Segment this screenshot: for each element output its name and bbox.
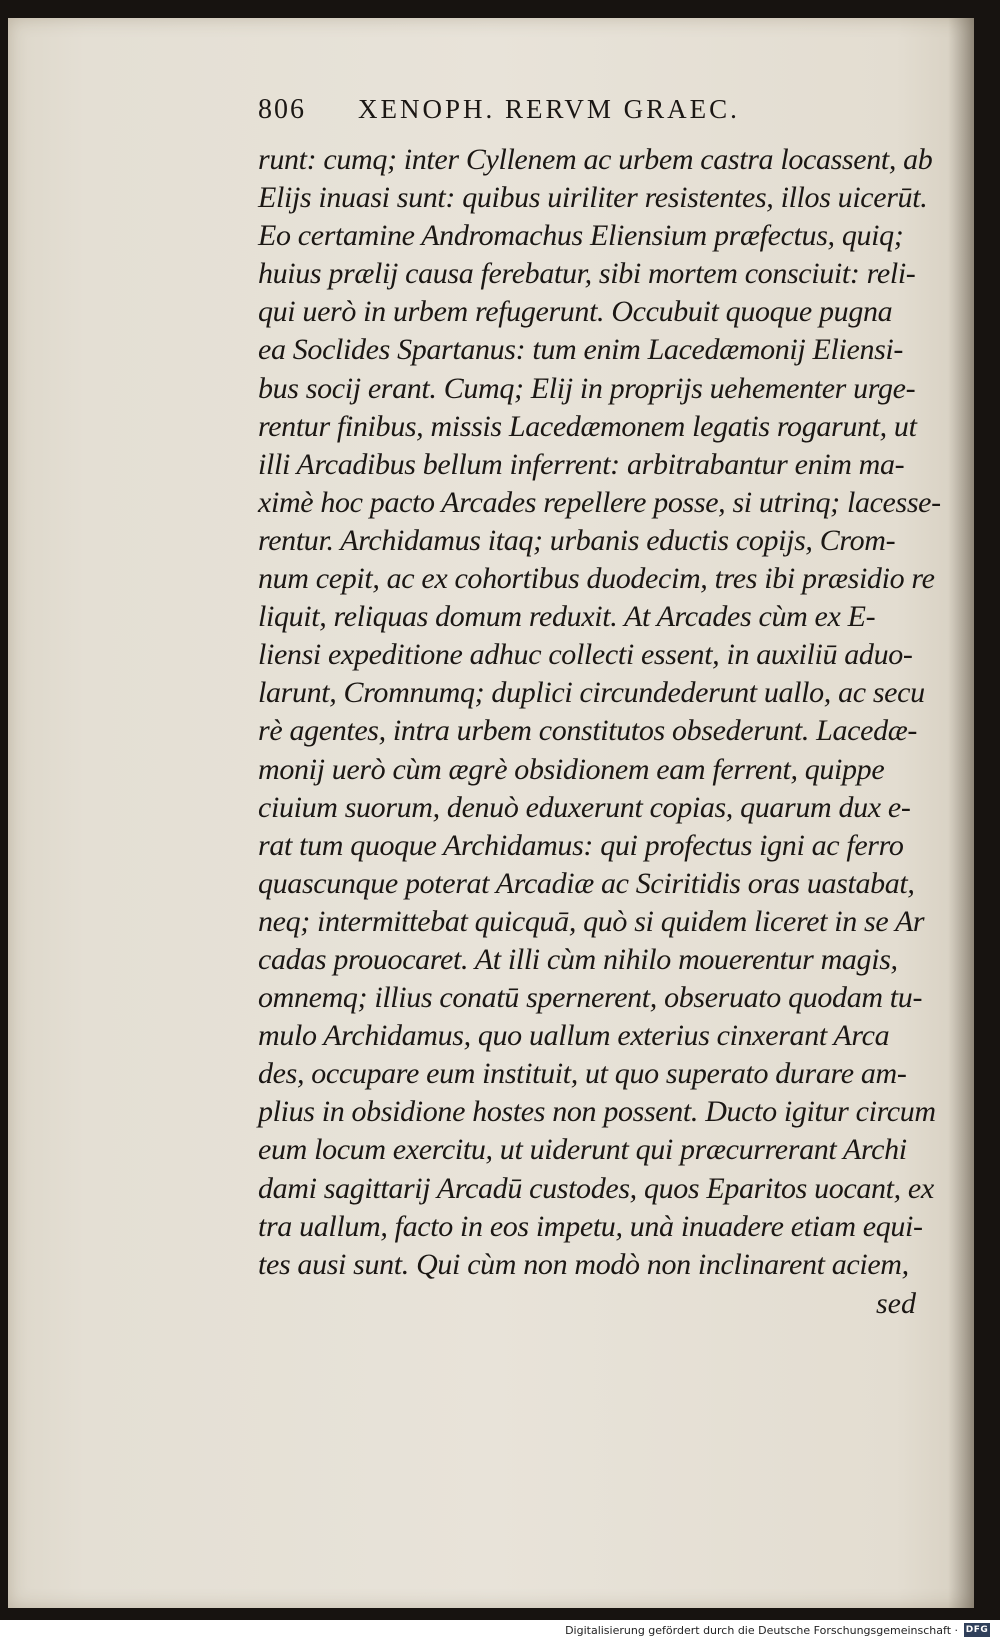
text-line: runt: cumq; inter Cyllenem ac urbem castra locassent, ab: [258, 143, 933, 176]
running-head: XENOPH. RERVM GRAEC.: [358, 94, 740, 124]
body-text: [258, 141, 941, 1284]
text-line: quascunque poterat Arcadiæ ac Sciritidis oras uastabat,: [258, 866, 915, 900]
page-number: 806: [258, 94, 306, 125]
text-line: ea Soclides Spartanus: tum enim Lacedæmonij Eliensi-: [258, 333, 904, 367]
text-line: liquit, reliquas domum reduxit. At Arcades cùm ex E-: [258, 600, 876, 634]
text-line: cadas prouocaret. At illi cùm nihilo mouerentur magis,: [258, 942, 898, 976]
digitization-footer: [0, 1620, 1000, 1642]
text-line: illi Arcadibus bellum inferrent: arbitrabantur enim ma-: [258, 447, 905, 481]
text-line: eum locum exercitu, ut uiderunt qui præcurrerant Archi: [258, 1133, 907, 1167]
dfg-logo-icon: DFG: [965, 1625, 989, 1635]
text-line: liensi expeditione adhuc collecti essent, in auxiliū aduo-: [258, 638, 913, 672]
text-line: tra uallum, facto in eos impetu, unà inuadere etiam equi-: [258, 1209, 923, 1243]
text-line: ciuium suorum, denuò eduxerunt copias, quarum dux e-: [258, 790, 911, 824]
text-line: neq; intermittebat quicquā, quò si quidem liceret in se Ar: [258, 904, 925, 938]
funding-credit: Digitalisierung gefördert durch die Deutsche Forschungsgemeinschaft ·: [565, 1624, 958, 1637]
text-line: Elijs inuasi sunt: quibus uiriliter resistentes, illos uicerūt.: [258, 181, 928, 215]
text-line: des, occupare eum instituit, ut quo superato durare am-: [258, 1057, 907, 1091]
text-line: larunt, Cromnumq; duplici circundederunt uallo, ac secu: [258, 676, 925, 710]
page-edge-shadow: [948, 18, 974, 1608]
text-line: huius prælij causa ferebatur, sibi mortem consciuit: reli-: [258, 257, 916, 291]
text-block: [258, 94, 941, 1324]
text-line: rentur finibus, missis Lacedæmonem legatis rogarunt, ut: [258, 409, 917, 443]
text-line: rat tum quoque Archidamus: qui profectus igni ac ferro: [258, 828, 904, 862]
text-line: mulo Archidamus, quo uallum exterius cinxerant Arca: [258, 1019, 890, 1053]
page-header: [258, 94, 934, 140]
catchword: sed: [876, 1286, 916, 1320]
text-line: omnemq; illius conatū spernerent, obseruato quodam tu-: [258, 981, 923, 1015]
text-line: rè agentes, intra urbem constitutos obsederunt. Lacedæ-: [258, 714, 918, 748]
text-line: monij uerò cùm ægrè obsidionem eam ferrent, quippe: [258, 752, 885, 786]
text-line: qui uerò in urbem refugerunt. Occubuit quoque pugna: [258, 295, 893, 329]
text-line: Eo certamine Andromachus Eliensium præfectus, quiq;: [258, 219, 904, 253]
text-line: bus socij erant. Cumq; Elij in proprijs uehementer urge-: [258, 371, 916, 405]
text-line: ximè hoc pacto Arcades repellere posse, si utrinq; lacesse-: [258, 485, 941, 519]
text-line: tes ausi sunt. Qui cùm non modò non inclinarent aciem,: [258, 1247, 909, 1281]
text-line: rentur. Archidamus itaq; urbanis eductis copijs, Crom-: [258, 523, 896, 557]
text-line: dami sagittarij Arcadū custodes, quos Eparitos uocant, ex: [258, 1171, 934, 1205]
text-line: num cepit, ac ex cohortibus duodecim, tres ibi præsidio re: [258, 562, 935, 596]
text-line: plius in obsidione hostes non possent. Ducto igitur circum: [258, 1095, 936, 1129]
